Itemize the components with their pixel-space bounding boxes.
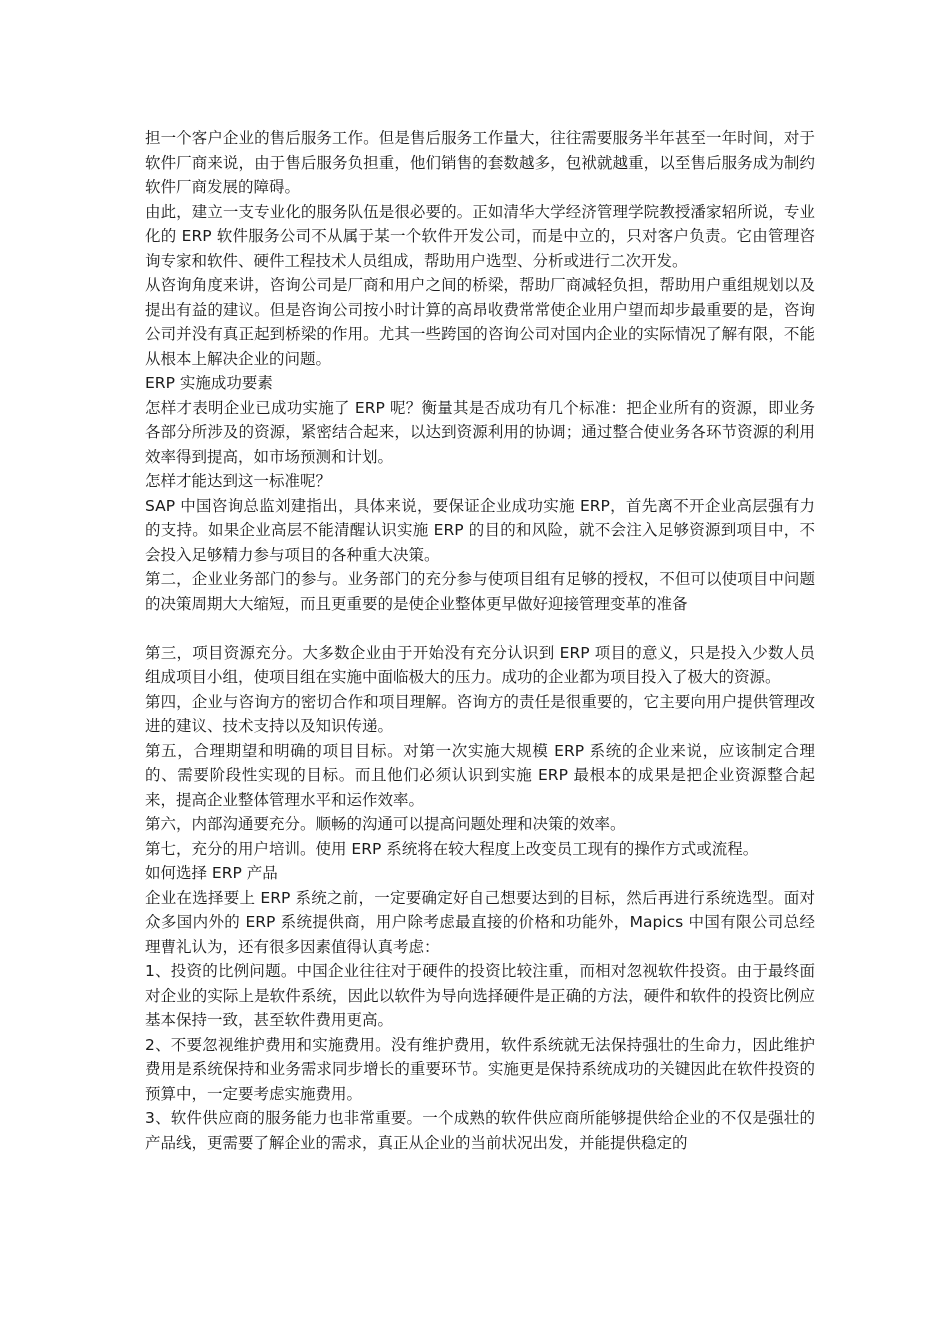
section-heading-success-factors: ERP 实施成功要素 bbox=[145, 374, 273, 392]
paragraph-executive-support: SAP 中国咨询总监刘建指出，具体来说，要保证企业成功实施 ERP，首先离不开企业高层强有力的支持。如果企业高层不能清醒认识实施 ERP 的目的和风险，就不会注入足够资源到项目中，不会投入足够精力参与项目的各种重大决策。 bbox=[145, 496, 815, 564]
document-body bbox=[145, 126, 815, 1155]
paragraph-question: 怎样才能达到这一标准呢？ bbox=[145, 472, 332, 490]
paragraph-selection-intro: 企业在选择要上 ERP 系统之前，一定要确定好自己想要达到的目标，然后再进行系统选型。面对众多国内外的 ERP 系统提供商，用户除考虑最直接的价格和功能外，Mapics 中国有限公司总经理曹礼认为，还有很多因素值得认真考虑： bbox=[145, 888, 815, 956]
paragraph-point-2: 2、不要忽视维护费用和实施费用。没有维护费用，软件系统就无法保持强壮的生命力，因此维护费用是系统保持和业务需求同步增长的重要环节。实施更是保持系统成功的关键因此在软件投资的预算中，一定要考虑实施费用。 bbox=[145, 1035, 815, 1103]
paragraph-point-3: 3、软件供应商的服务能力也非常重要。一个成熟的软件供应商所能够提供给企业的不仅是强壮的产品线，更需要了解企业的需求，真正从企业的当前状况出发，并能提供稳定的 bbox=[145, 1109, 815, 1152]
paragraph-consulting-bridge: 从咨询角度来讲，咨询公司是厂商和用户之间的桥梁，帮助厂商减轻负担，帮助用户重组规划以及提出有益的建议。但是咨询公司按小时计算的高昂收费常常使企业用户望而却步最重要的是，咨询公司并没有真正起到桥梁的作用。尤其一些跨国的咨询公司对国内企业的实际情况了解有限，不能从根本上解决企业的问题。 bbox=[145, 276, 815, 368]
paragraph-fifth-factor: 第五，合理期望和明确的项目目标。对第一次实施大规模 ERP 系统的企业来说，应该制定合理的、需要阶段性实现的目标。而且他们必须认识到实施 ERP 最根本的成果是把企业资源整合起来，提高企业整体管理水平和运作效率。 bbox=[145, 741, 815, 809]
paragraph-sixth-factor: 第六，内部沟通要充分。顺畅的沟通可以提高问题处理和决策的效率。 bbox=[145, 815, 626, 833]
paragraph-service-team: 由此，建立一支专业化的服务队伍是很必要的。正如清华大学经济管理学院教授潘家轺所说，专业化的 ERP 软件服务公司不从属于某一个软件开发公司，而是中立的，只对客户负责。它由管理咨询专家和软件、硬件工程技术人员组成，帮助用户选型、分析或进行二次开发。 bbox=[145, 202, 815, 270]
paragraph-seventh-factor: 第七，充分的用户培训。使用 ERP 系统将在较大程度上改变员工现有的操作方式或流程。 bbox=[145, 839, 759, 858]
paragraph-after-sales: 担一个客户企业的售后服务工作。但是售后服务工作量大，往往需要服务半年甚至一年时间，对于软件厂商来说，由于售后服务负担重，他们销售的套数越多，包袱就越重，以至售后服务成为制约软件厂商发展的障碍。 bbox=[145, 129, 815, 196]
section-heading-product-selection: 如何选择 ERP 产品 bbox=[145, 864, 278, 882]
paragraph-second-factor: 第二，企业业务部门的参与。业务部门的充分参与使项目组有足够的授权，不但可以使项目中问题的决策周期大大缩短，而且更重要的是使企业整体更早做好迎接管理变革的准备 bbox=[145, 570, 815, 613]
paragraph-success-criteria: 怎样才表明企业已成功实施了 ERP 呢？衡量其是否成功有几个标准：把企业所有的资源，即业务各部分所涉及的资源，紧密结合起来，以达到资源利用的协调；通过整合使业务各环节资源的利用效率得到提高，如市场预测和计划。 bbox=[145, 398, 815, 466]
paragraph-point-1: 1、投资的比例问题。中国企业往往对于硬件的投资比较注重，而相对忽视软件投资。由于最终面对企业的实际上是软件系统，因此以软件为导向选择硬件是正确的方法，硬件和软件的投资比例应基本保持一致，甚至软件费用更高。 bbox=[145, 962, 815, 1029]
blank-line bbox=[145, 616, 815, 641]
paragraph-fourth-factor: 第四，企业与咨询方的密切合作和项目理解。咨询方的责任是很重要的，它主要向用户提供管理改进的建议、技术支持以及知识传递。 bbox=[145, 692, 815, 735]
paragraph-third-factor: 第三，项目资源充分。大多数企业由于开始没有充分认识到 ERP 项目的意义，只是投入少数人员组成项目小组，使项目组在实施中面临极大的压力。成功的企业都为项目投入了极大的资源。 bbox=[145, 643, 815, 686]
